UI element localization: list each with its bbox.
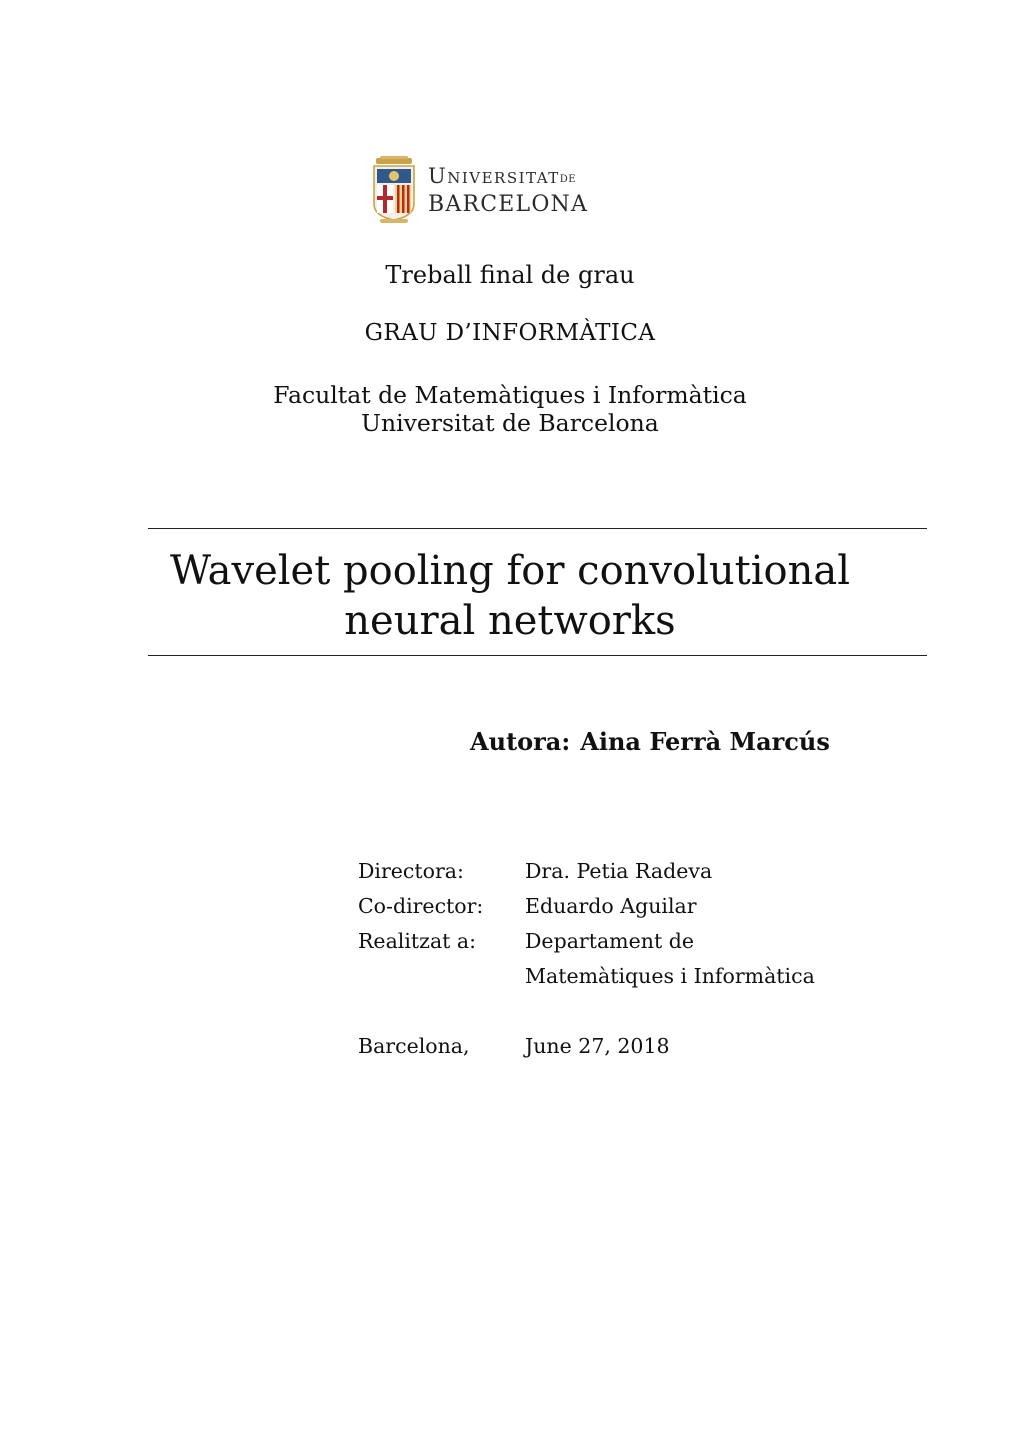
document-type: Treball final de grau bbox=[385, 261, 635, 289]
realitzat-value-line-2: Matemàtiques i Informàtica bbox=[525, 964, 815, 988]
university-crest-icon bbox=[370, 156, 418, 224]
codirector-value: Eduardo Aguilar bbox=[525, 894, 697, 918]
author-name: Aina Ferrà Marcús bbox=[580, 727, 830, 756]
place-label: Barcelona, bbox=[358, 1034, 470, 1058]
university-logo bbox=[370, 156, 615, 224]
title-bottom-rule bbox=[148, 655, 927, 656]
thesis-title bbox=[0, 546, 1020, 646]
date-value: June 27, 2018 bbox=[525, 1034, 670, 1058]
realitzat-value-line-1: Departament de bbox=[525, 929, 694, 953]
title-top-rule bbox=[148, 528, 927, 529]
university-name: Universitat de Barcelona bbox=[361, 409, 659, 437]
logo-text-barcelona: BARCELONA bbox=[428, 192, 589, 217]
thesis-title-line-2: neural networks bbox=[344, 598, 676, 644]
directora-value: Dra. Petia Radeva bbox=[525, 859, 713, 883]
realitzat-label: Realitzat a: bbox=[358, 929, 477, 953]
thesis-title-line-1: Wavelet pooling for convolutional bbox=[170, 548, 850, 594]
faculty-name: Facultat de Matemàtiques i Informàtica bbox=[273, 381, 747, 409]
author-label: Autora: bbox=[470, 727, 571, 756]
directora-label: Directora: bbox=[358, 859, 464, 883]
logo-text-universitat: UniversitatDE bbox=[428, 164, 577, 188]
degree-name: GRAU D’INFORMÀTICA bbox=[364, 320, 656, 346]
codirector-label: Co-director: bbox=[358, 894, 484, 918]
author-line bbox=[470, 727, 830, 756]
